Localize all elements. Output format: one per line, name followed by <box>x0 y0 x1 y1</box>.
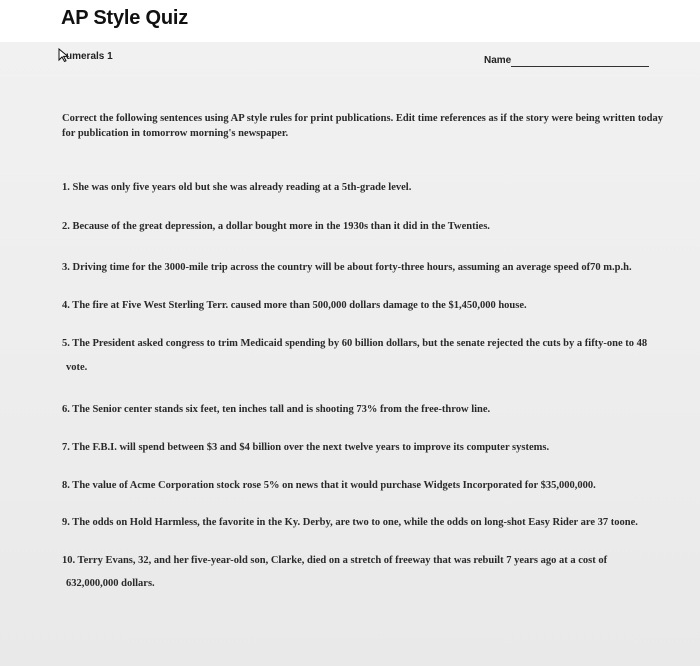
page-title: AP Style Quiz <box>61 7 189 29</box>
question-7: 7. The F.B.I. will spend between $3 and $4 billion over the next twelve years to improve its computer systems. <box>62 442 550 453</box>
question-1: 1. She was only five years old but she was already reading at a 5th-grade level. <box>62 182 412 193</box>
question-10-continuation: 632,000,000 dollars. <box>66 578 155 589</box>
question-5-continuation: vote. <box>66 362 88 373</box>
question-10: 10. Terry Evans, 32, and her five-year-old son, Clarke, died on a stretch of freeway that was rebuilt 7 years ago at a cost of <box>62 555 608 566</box>
question-5: 5. The President asked congress to trim Medicaid spending by 60 billion dollars, but the senate rejected the cuts by a fifty-one to 48 <box>62 338 648 349</box>
question-8: 8. The value of Acme Corporation stock rose 5% on news that it would purchase Widgets Incorporated for $35,000,000. <box>62 480 596 491</box>
question-4: 4. The fire at Five West Sterling Terr. caused more than 500,000 dollars damage to the $1,450,000 house. <box>62 300 527 311</box>
name-underline <box>511 66 649 67</box>
question-6: 6. The Senior center stands six feet, ten inches tall and is shooting 73% from the free-throw line. <box>62 404 491 415</box>
page-header <box>0 0 700 42</box>
question-2: 2. Because of the great depression, a dollar bought more in the 1930s than it did in the Twenties. <box>62 221 490 232</box>
name-label: Name <box>484 55 512 66</box>
instructions: Correct the following sentences using AP style rules for print publications. Edit time references as if the story were being written today for publication in tomorrow morning's newspaper. <box>62 113 663 139</box>
question-9: 9. The odds on Hold Harmless, the favorite in the Ky. Derby, are two to one, while the odds on long-shot Easy Rider are 37 toone. <box>62 517 638 528</box>
question-3: 3. Driving time for the 3000-mile trip across the country will be about forty-three hours, assuming an average speed of70 m.p.h. <box>62 262 632 273</box>
worksheet-subtitle: umerals 1 <box>66 51 113 62</box>
